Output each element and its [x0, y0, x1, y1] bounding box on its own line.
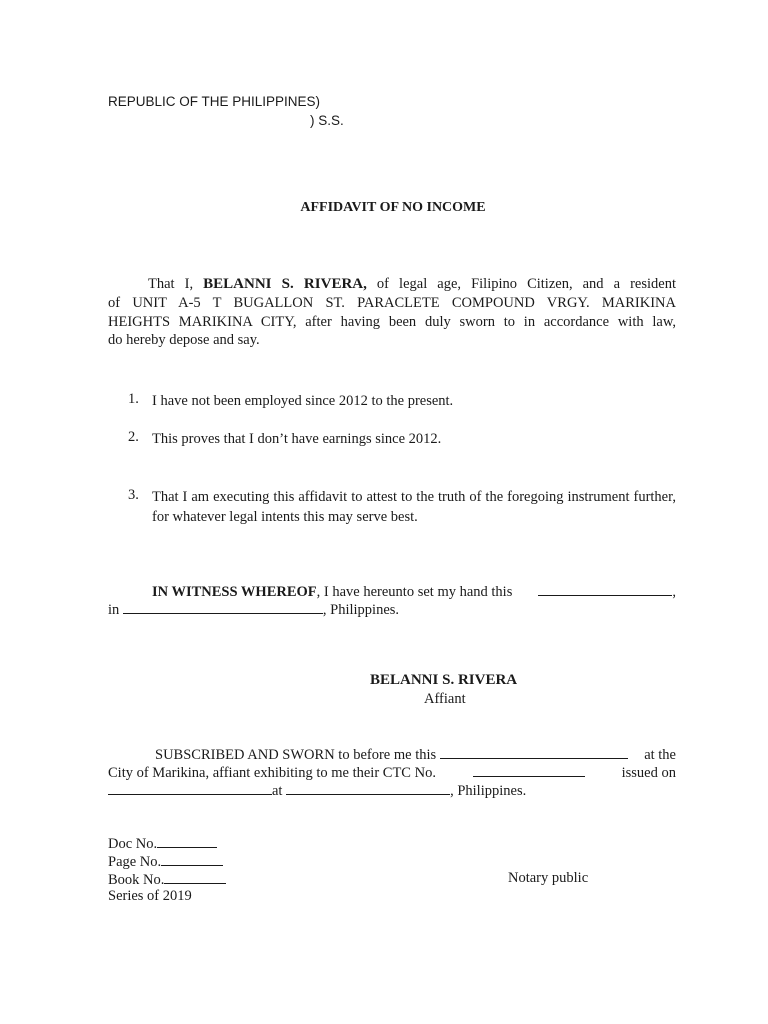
sworn-date-blank[interactable] — [440, 745, 628, 759]
date-blank[interactable] — [538, 582, 672, 596]
notary-public-label: Notary public — [508, 870, 589, 886]
at-the-text: at the — [644, 747, 676, 763]
item-3-text: That I am executing this affidavit to attest to the truth of the foregoing instrument further, for whatever legal intents this may serve best. — [152, 489, 676, 525]
item-1-text: I have not been employed since 2012 to the present. — [152, 393, 454, 409]
doc-no-label: Doc No. — [108, 836, 158, 852]
witness-line-1 — [108, 582, 676, 601]
intro-line-1 — [108, 275, 676, 294]
witness-label: IN WITNESS WHEREOF — [152, 584, 317, 600]
book-no-line — [108, 870, 226, 889]
book-no-label: Book No. — [108, 872, 165, 888]
subscribed-line-2 — [108, 763, 676, 782]
ctc-text: City of Marikina, affiant exhibiting to me their CTC No. — [108, 765, 436, 781]
witness-line-2 — [108, 600, 399, 619]
item-1-number: 1. — [128, 391, 139, 407]
doc-no-line — [108, 834, 217, 853]
signature-role: Affiant — [424, 691, 466, 707]
witness-text: , I have hereunto set my hand this — [316, 584, 513, 600]
page-no-blank[interactable] — [161, 852, 223, 866]
series-line: Series of 2019 — [108, 888, 192, 904]
witness-comma: , — [672, 584, 676, 600]
page-no-line — [108, 852, 223, 871]
doc-no-blank[interactable] — [157, 834, 217, 848]
book-no-blank[interactable] — [164, 870, 226, 884]
intro-line-3: HEIGHTS MARIKINA CITY, after having been duly sworn to in accordance with law, — [108, 314, 676, 330]
subscribed-line-3 — [108, 781, 526, 800]
issue-date-blank[interactable] — [108, 781, 272, 795]
republic-line: REPUBLIC OF THE PHILIPPINES) — [108, 94, 321, 109]
witness-philippines: , Philippines. — [322, 602, 400, 618]
intro-line-1-rest: of legal age, Filipino Citizen, and a resident — [376, 276, 676, 292]
ss-line: ) S.S. — [310, 113, 344, 128]
place-blank[interactable] — [123, 600, 323, 614]
issued-on-text: issued on — [621, 765, 676, 781]
item-2-number: 2. — [128, 429, 139, 445]
document-title: AFFIDAVIT OF NO INCOME — [300, 200, 486, 215]
item-2-text: This proves that I don’t have earnings since 2012. — [152, 431, 442, 447]
subscribed-text: SUBSCRIBED AND SWORN to before me this — [155, 747, 437, 763]
signature-name: BELANNI S. RIVERA — [370, 672, 518, 688]
affiant-name-inline: BELANNI S. RIVERA, — [203, 276, 367, 292]
ctc-number-blank[interactable] — [473, 763, 585, 777]
subscribed-philippines: , Philippines. — [450, 783, 527, 799]
issue-place-blank[interactable] — [286, 781, 450, 795]
page-no-label: Page No. — [108, 854, 162, 870]
intro-line-4: do hereby depose and say. — [108, 332, 260, 348]
at-text: at — [272, 783, 283, 799]
subscribed-line-1 — [108, 745, 676, 764]
in-label: in — [108, 602, 120, 618]
that-i-text: That I, — [148, 276, 194, 292]
item-3-number: 3. — [128, 487, 139, 503]
intro-line-2: of UNIT A-5 T BUGALLON ST. PARACLETE COMPOUND VRGY. MARIKINA — [108, 295, 676, 311]
